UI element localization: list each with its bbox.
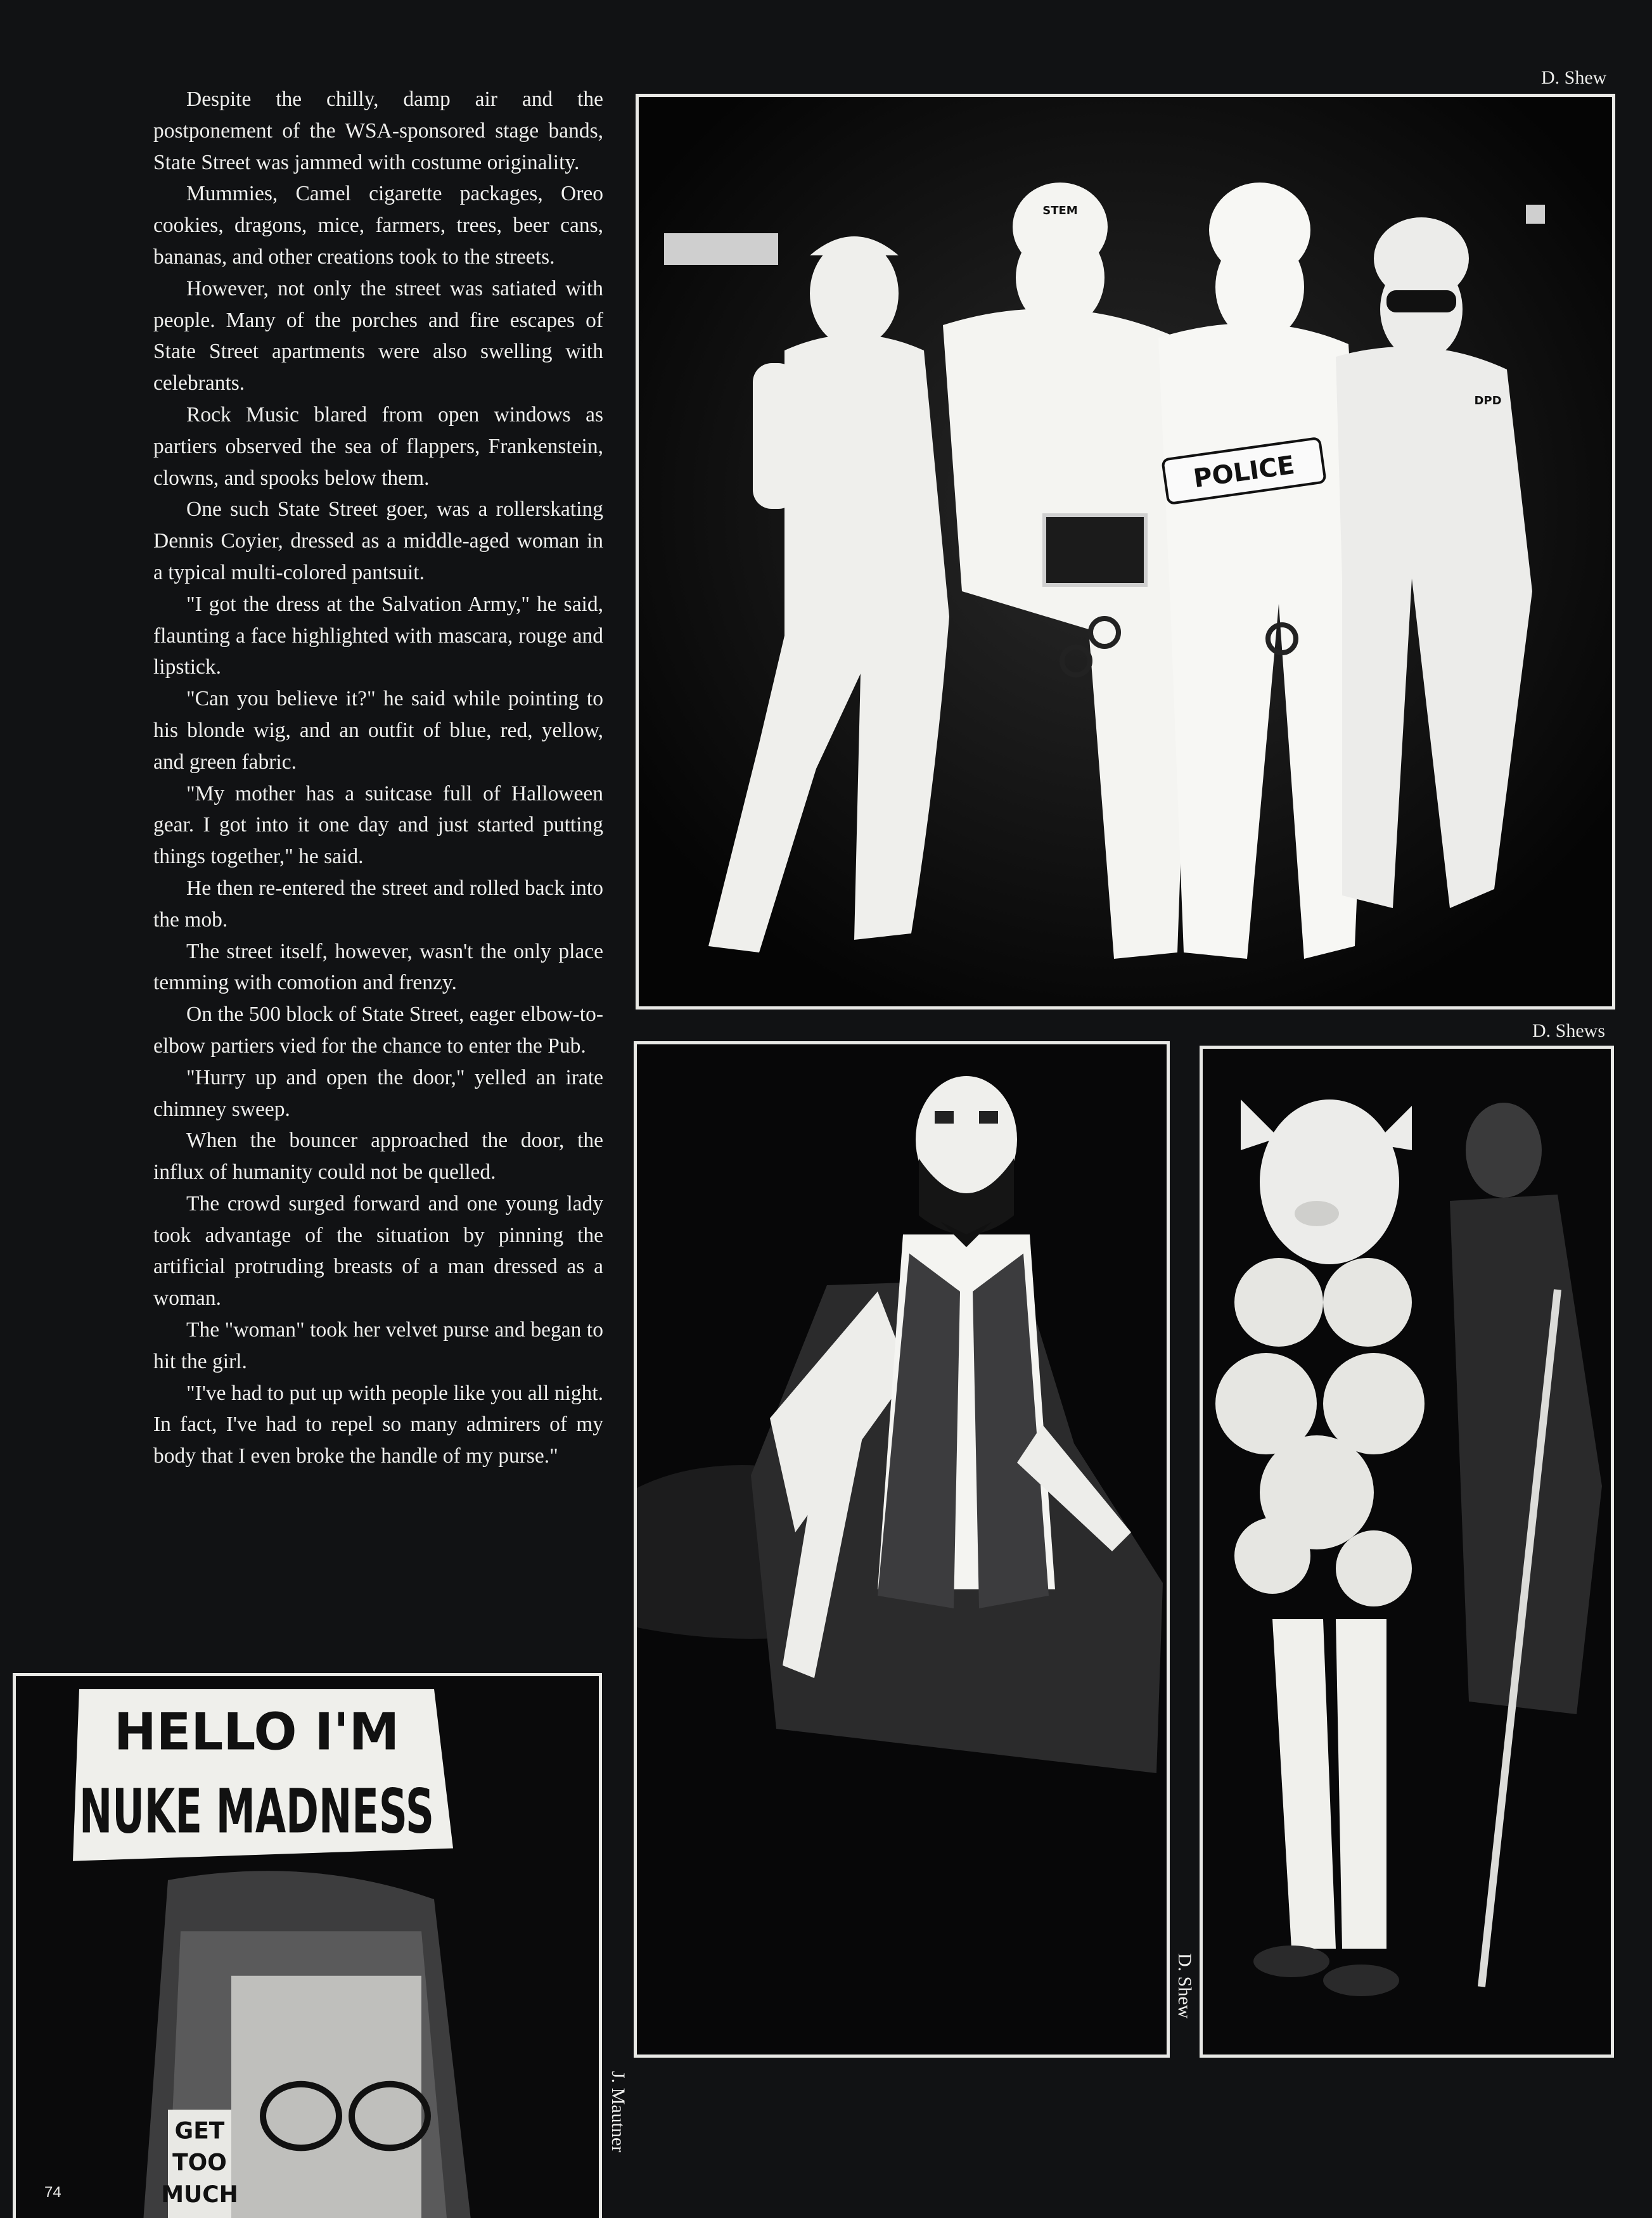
article-body <box>153 84 603 1472</box>
article-paragraph: The crowd surged forward and one young lady took advantage of the situation by pinning the artificial protruding breasts of a man dressed as a woman. <box>153 1191 603 1311</box>
page-number: 74 <box>44 2184 61 2201</box>
article-paragraph: The "woman" took her velvet purse and began to hit the girl. <box>153 1318 603 1373</box>
article-paragraph: "Can you believe it?" he said while pointing to his blonde wig, and an outfit of blue, red, yellow, and green fabric. <box>153 687 603 774</box>
article-paragraph: "I got the dress at the Salvation Army," he said, flaunting a face highlighted with mascara, rouge and lipstick. <box>153 592 603 679</box>
sheep-costume-illustration <box>1203 1049 1611 2055</box>
article-paragraph: Mummies, Camel cigarette packages, Oreo cookies, dragons, mice, farmers, trees, beer cans, bananas, and other creations took to the streets. <box>153 182 603 269</box>
badge-line-3: MUCH <box>161 2180 238 2208</box>
nuke-madness-illustration <box>16 1676 599 2218</box>
article-paragraph: He then re-entered the street and rolled back into the mob. <box>153 876 603 932</box>
article-paragraph: However, not only the street was satiated with people. Many of the porches and fire escapes of State Street apartments were also swelling with celebrants. <box>153 276 603 395</box>
article-paragraph: The street itself, however, wasn't the only place temming with comotion and frenzy. <box>153 939 603 995</box>
photo-vampire-costume <box>634 1041 1170 2058</box>
photo-sheep-costume <box>1200 1046 1614 2058</box>
badge-line-1: GET <box>174 2117 225 2144</box>
article-paragraph: Despite the chilly, damp air and the postponement of the WSA-sponsored stage bands, State Street was jammed with costume originality. <box>153 87 603 174</box>
helmet-label: STEM <box>1042 204 1078 217</box>
article-paragraph: When the bouncer approached the door, the influx of humanity could not be quelled. <box>153 1129 603 1184</box>
police-sign-text: POLICE <box>1191 451 1297 494</box>
photo-credit-sheep: D. Shew <box>1174 1953 1195 2019</box>
article-paragraph: "My mother has a suitcase full of Halloween gear. I got into it one day and just started putting things together," he said. <box>153 781 603 869</box>
photo-police-costumes <box>636 94 1615 1010</box>
police-costume-illustration <box>639 97 1612 1006</box>
photo-credit-nuke: J. Mautner <box>608 2071 629 2153</box>
article-paragraph: One such State Street goer, was a rollerskating Dennis Coyier, dressed as a middle-aged woman in a typical multi-colored pantsuit. <box>153 497 603 584</box>
patch-label: DPD <box>1474 394 1502 407</box>
sign-line-1: HELLO I'M <box>113 1702 400 1762</box>
photo-credit-police: D. Shew <box>1541 67 1607 88</box>
photo-credit-vampire: D. Shews <box>1532 1020 1606 1041</box>
photo-nuke-madness <box>13 1673 602 2218</box>
sign-line-2: NUKE MADNESS <box>79 1776 434 1847</box>
badge-line-2: TOO <box>172 2148 227 2176</box>
article-paragraph: On the 500 block of State Street, eager elbow-to-elbow partiers vied for the chance to enter the Pub. <box>153 1003 603 1058</box>
article-paragraph: "Hurry up and open the door," yelled an irate chimney sweep. <box>153 1065 603 1121</box>
vampire-costume-illustration <box>637 1044 1167 2055</box>
article-paragraph: Rock Music blared from open windows as partiers observed the sea of flappers, Frankenstein, clowns, and spooks below them. <box>153 402 603 490</box>
article-paragraph: "I've had to put up with people like you all night. In fact, I've had to repel so many admirers of my body that I even broke the handle of my purse." <box>153 1381 603 1468</box>
